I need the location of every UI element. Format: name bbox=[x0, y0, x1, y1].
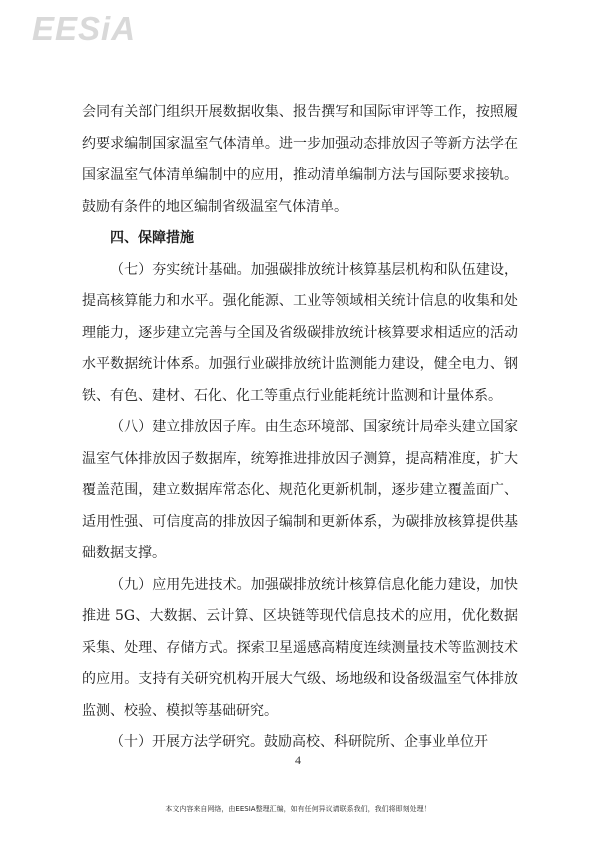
footer-disclaimer: 本文内容来自网络，由EESIA整理汇编，如有任何异议请联系我们，我们将即刻处理！ bbox=[165, 805, 431, 813]
document-body bbox=[82, 97, 518, 759]
paragraph-emission-factor-database: （八）建立排放因子库。由生态环境部、国家统计局牵头建立国家温室气体排放因子数据库，统筹推进排放因子测算，提高精准度，扩大覆盖范围，建立数据库常态化、规范化更新机制，逐步建立覆盖面广、适用性强、可信度高的排放因子编制和更新体系，为碳排放核算提供基础数据支撑。 bbox=[82, 419, 518, 561]
paragraph-statistics-foundation: （七）夯实统计基础。加强碳排放统计核算基层机构和队伍建设，提高核算能力和水平。强化能源、工业等领域相关统计信息的收集和处理能力，逐步建立完善与全国及省级碳排放统计核算要求相适应的活动水平数据统计体系。加强行业碳排放统计监测能力建设，健全电力、钢铁、有色、建材、石化、化工等重点行业能耗统计监测和计量体系。 bbox=[82, 261, 518, 404]
section-heading-safeguards: 四、保障措施 bbox=[110, 230, 194, 246]
paragraph-methodology-research: （十）开展方法学研究。鼓励高校、科研院所、企事业单位开 bbox=[110, 734, 488, 750]
paragraph-advanced-technology: （九）应用先进技术。加强碳排放统计核算信息化能力建设，加快推进 5G、大数据、云计算、区块链等现代信息技术的应用，优化数据采集、处理、存储方式。探索卫星遥感高精度连续测量技术等监测技术的应用。支持有关研究机构开展大气级、场地级和设备级温室气体排放监测、校验、模拟等基础研究。 bbox=[82, 576, 518, 719]
paragraph-continuation: 会同有关部门组织开展数据收集、报告撰写和国际审评等工作，按照履约要求编制国家温室气体清单。进一步加强动态排放因子等新方法学在国家温室气体清单编制中的应用，推动清单编制方法与国际要求接轨。鼓励有条件的地区编制省级温室气体清单。 bbox=[82, 104, 518, 215]
page-number: 4 bbox=[295, 753, 301, 767]
eesia-logo: EESiA bbox=[32, 10, 137, 47]
